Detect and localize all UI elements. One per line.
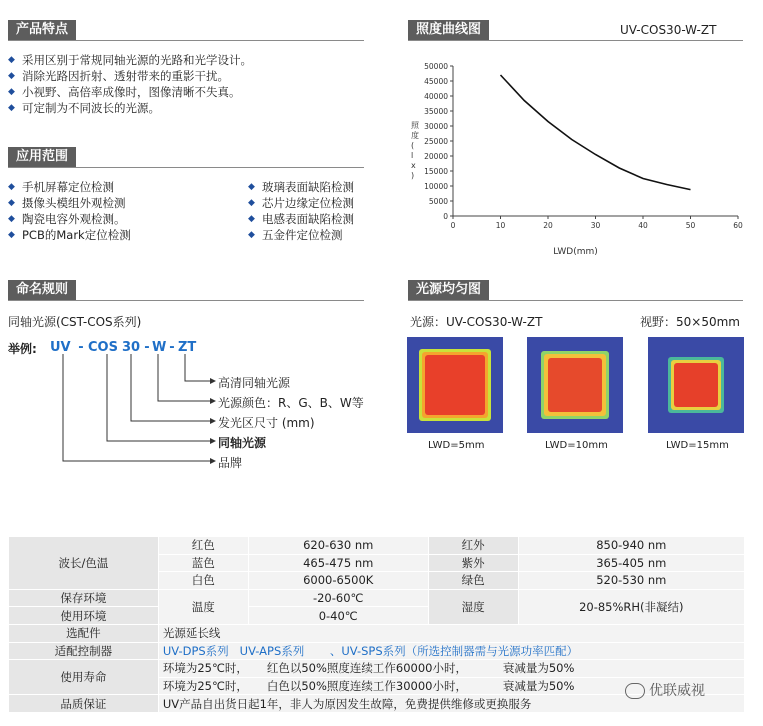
naming-example-label: 举例: <box>8 342 37 356</box>
color-name: 白色 <box>158 572 248 590</box>
temp-label: 温度 <box>158 589 248 624</box>
y-tick-label: 5000 <box>428 197 448 206</box>
uniformity-view: 视野：50×50mm <box>640 315 740 329</box>
heatmap-lwd-15 <box>648 337 744 433</box>
wavelength-label: 波长/色温 <box>9 537 159 590</box>
series-line <box>501 75 691 190</box>
y-tick-label: 0 <box>443 212 448 221</box>
y-tick-label: 25000 <box>424 137 448 146</box>
use-temp: 0-40℃ <box>248 607 428 625</box>
feature-item: ◆ 采用区别于常规同轴光源的光路和光学设计。 <box>8 52 252 68</box>
x-tick-label: 20 <box>543 221 553 230</box>
color-value: 620-630 nm <box>248 537 428 555</box>
lifetime-detail: 红色以50%照度连续工作60000小时， <box>266 661 467 676</box>
x-tick-label: 50 <box>685 221 696 230</box>
heatmap-caption: LWD=5mm <box>428 440 485 451</box>
color-value: 365-405 nm <box>518 554 744 572</box>
lifetime-decay: 衰减量为50% <box>502 661 575 676</box>
y-tick-label: 15000 <box>424 167 448 176</box>
color-name: 绿色 <box>428 572 518 590</box>
code-part-color: W <box>152 340 167 355</box>
x-tick-label: 10 <box>495 221 506 230</box>
controller-sps: 、UV-SPS系列（所选控制器需与光源功率匹配） <box>329 643 579 658</box>
color-value: 850-940 nm <box>518 537 744 555</box>
heatmap-core <box>674 363 718 407</box>
features-list <box>8 52 252 116</box>
lifetime-value <box>158 660 744 678</box>
naming-note-series: 高清同轴光源 <box>218 376 291 390</box>
x-tick-label: 0 <box>450 221 456 230</box>
heatmap-lwd-5 <box>407 337 503 433</box>
accessory-label: 选配件 <box>9 624 159 642</box>
applications-rule <box>8 167 364 168</box>
x-tick-label: 40 <box>638 221 648 230</box>
application-item: ◆ 芯片边缘定位检测 <box>248 195 354 211</box>
naming-note-brand: 品牌 <box>218 456 243 470</box>
features-title: 产品特点 <box>8 20 76 40</box>
naming-note-type: 同轴光源 <box>218 436 267 450</box>
heatmap-caption: LWD=15mm <box>666 440 729 451</box>
controller-aps: UV-APS系列 <box>239 643 305 658</box>
color-value: 6000-6500K <box>248 572 428 590</box>
heatmap-core <box>548 358 602 412</box>
naming-series: 同轴光源(CST-COS系列) <box>8 315 142 329</box>
y-tick-label: 30000 <box>424 122 448 131</box>
application-item: ◆ 电感表面缺陷检测 <box>248 211 354 227</box>
color-value: 465-475 nm <box>248 554 428 572</box>
controller-value <box>158 642 744 660</box>
naming-note-size: 发光区尺寸 (mm) <box>218 416 315 430</box>
y-tick-label: 50000 <box>424 62 448 71</box>
uniformity-source: 光源：UV-COS30-W-ZT <box>410 315 543 329</box>
table-row <box>9 642 745 660</box>
application-item: ◆ 摄像头模组外观检测 <box>8 195 131 211</box>
color-name: 蓝色 <box>158 554 248 572</box>
curve-rule <box>408 40 743 41</box>
heatmap-core <box>425 355 485 415</box>
code-part-size: 30 <box>122 340 141 355</box>
color-value: 520-530 nm <box>518 572 744 590</box>
y-tick-label: 10000 <box>424 182 448 191</box>
feature-item: ◆ 消除光路因折射、透射带来的重影干扰。 <box>8 68 252 84</box>
code-part-series: ZT <box>178 340 197 355</box>
lifetime-detail: 白色以50%照度连续工作30000小时， <box>266 679 467 694</box>
applications-list-right <box>248 179 354 243</box>
table-row <box>9 537 745 555</box>
controller-dps: UV-DPS系列 <box>162 643 229 658</box>
watermark-text: 优联威视 <box>649 683 705 699</box>
application-item: ◆ 手机屏幕定位检测 <box>8 179 131 195</box>
applications-header <box>8 147 364 169</box>
uniformity-title: 光源均匀图 <box>408 280 489 300</box>
feature-item: ◆ 可定制为不同波长的光源。 <box>8 100 252 116</box>
table-row <box>9 660 745 678</box>
curve-title: 照度曲线图 <box>408 20 489 40</box>
application-item: ◆ 玻璃表面缺陷检测 <box>248 179 354 195</box>
table-row <box>9 624 745 642</box>
watermark <box>625 680 705 700</box>
y-tick-label: 20000 <box>424 152 448 161</box>
color-name: 紫外 <box>428 554 518 572</box>
x-axis-label: LWD(mm) <box>553 247 598 257</box>
naming-title: 命名规则 <box>8 280 76 300</box>
heatmap-caption: LWD=10mm <box>545 440 608 451</box>
feature-item: ◆ 小视野、高倍率成像时，图像清晰不失真。 <box>8 84 252 100</box>
y-tick-label: 45000 <box>424 77 448 86</box>
warranty-value: UV产品自出货日起1年，非人为原因发生故障，免费提供维修或更换服务 <box>158 695 744 713</box>
application-item: ◆ 陶瓷电容外观检测。 <box>8 211 131 227</box>
y-axis-label: 照度( l x ) <box>411 121 419 180</box>
application-item: ◆ PCB的Mark定位检测 <box>8 227 131 243</box>
color-name: 红色 <box>158 537 248 555</box>
humidity-value: 20-85%RH(非凝结) <box>518 589 744 624</box>
table-row <box>9 589 745 607</box>
controller-label: 适配控制器 <box>9 642 159 660</box>
features-rule <box>8 40 364 41</box>
lifetime-decay: 衰减量为50% <box>502 679 575 694</box>
y-tick-label: 35000 <box>424 107 448 116</box>
y-tick-label: 40000 <box>424 92 448 101</box>
wechat-icon <box>625 683 645 699</box>
lifetime-env: 环境为25℃时， <box>162 679 248 694</box>
code-part-type: COS <box>88 340 118 355</box>
application-item: ◆ 五金件定位检测 <box>248 227 354 243</box>
applications-list-left <box>8 179 131 243</box>
x-tick-label: 60 <box>733 221 743 230</box>
uniformity-rule <box>408 300 743 301</box>
illuminance-chart <box>405 58 760 258</box>
naming-code <box>50 340 198 355</box>
applications-title: 应用范围 <box>8 147 76 167</box>
code-part-dash: - <box>169 340 175 355</box>
code-part-dash: - <box>78 340 84 355</box>
humidity-label: 湿度 <box>428 589 518 624</box>
naming-header <box>8 280 364 302</box>
code-part-brand: UV <box>50 340 71 355</box>
lifetime-env: 环境为25℃时， <box>162 661 248 676</box>
accessory-value: 光源延长线 <box>158 624 744 642</box>
color-name: 红外 <box>428 537 518 555</box>
curve-model: UV-COS30-W-ZT <box>620 23 717 37</box>
x-tick-label: 30 <box>590 221 601 230</box>
heatmap-lwd-10 <box>527 337 623 433</box>
warranty-label: 品质保证 <box>9 695 159 713</box>
use-env-label: 使用环境 <box>9 607 159 625</box>
storage-temp: -20-60℃ <box>248 589 428 607</box>
naming-note-color: 光源颜色：R、G、B、W等 <box>218 396 364 410</box>
storage-label: 保存环境 <box>9 589 159 607</box>
code-part-dash: - <box>144 340 150 355</box>
uniformity-header <box>408 280 743 302</box>
features-header <box>8 20 364 42</box>
naming-rule <box>8 300 364 301</box>
lifetime-label: 使用寿命 <box>9 660 159 695</box>
